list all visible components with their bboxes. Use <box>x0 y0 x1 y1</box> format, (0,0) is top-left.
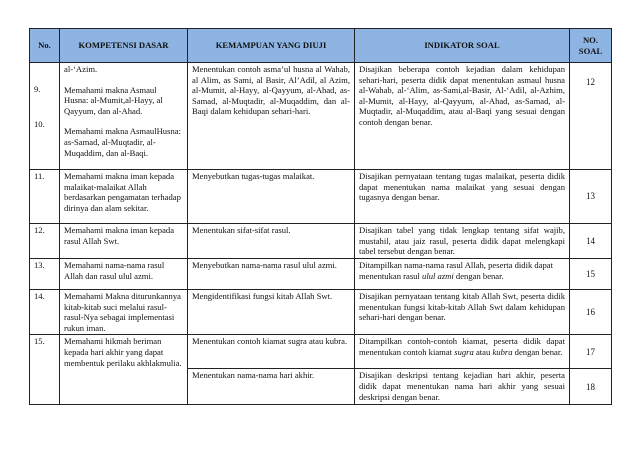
kompetensi-dasar-cell <box>60 63 188 170</box>
kompetensi-dasar-cell: Memahami makna iman kepada rasul Allah Swt. <box>60 224 188 259</box>
indikator-text: atau <box>473 346 493 357</box>
indikator-cell: Disajikan tabel yang tidak lengkap tentang sifat wajib, mustahil, atau jaiz rasul, peserta didik dapat melengkapi tabel tersebut dengan benar. <box>355 224 570 259</box>
kd-text: Memahami makna AsmaulHusna: as-Samad, al-Muqtadir, al-Muqaddim, dan al-Baqi. <box>64 126 181 158</box>
table-row <box>30 170 612 224</box>
row-number: 14. <box>30 290 60 335</box>
kemampuan-cell: Menentukan nama-nama hari akhir. <box>188 369 355 405</box>
header-indikator-soal: INDIKATOR SOAL <box>355 29 570 63</box>
kemampuan-cell: Menyebutkan nama-nama rasul ulul azmi. <box>188 259 355 290</box>
header-no-soal-line2: SOAL <box>578 45 603 56</box>
kemampuan-cell: Menentukan sifat-sifat rasul. <box>188 224 355 259</box>
kompetensi-dasar-cell: Memahami nama-nama rasul Allah dan rasul ulul azmi. <box>60 259 188 290</box>
indikator-emphasis: sugra <box>454 346 474 357</box>
kd-text: al-‘Azim. <box>64 64 98 74</box>
indikator-text: dengan benar. <box>453 270 504 281</box>
table-row <box>30 290 612 335</box>
no-soal-cell: 14 <box>570 224 612 259</box>
indikator-cell: Disajikan pernyataan tentang tugas malaikat, peserta didik dapat menentukan nama malaikat yang sesuai dengan tugasnya dengan benar. <box>355 170 570 224</box>
row-number: 12. <box>30 224 60 259</box>
table-row <box>30 224 612 259</box>
row-number: 15. <box>30 335 60 405</box>
row-number: 13. <box>30 259 60 290</box>
kisi-kisi-table <box>29 28 612 405</box>
header-kemampuan-diuji: KEMAMPUAN YANG DIUJI <box>188 29 355 63</box>
no-soal-cell: 13 <box>570 170 612 224</box>
header-row <box>30 29 612 63</box>
kemampuan-cell: Mengidentifikasi fungsi kitab Allah Swt. <box>188 290 355 335</box>
indikator-cell <box>355 259 570 290</box>
header-no-soal <box>570 29 612 63</box>
kd-text: Memahami makna Asmaul Husna: al-Mumit,al-Hayy, al Qayyum, dan al-Ahad. <box>64 84 163 116</box>
no-soal-cell: 17 <box>570 335 612 369</box>
table-row <box>30 63 612 170</box>
indikator-cell: Disajikan deskripsi tentang kejadian hari akhir, peserta didik dapat menentukan nama hari akhir yang sesuai deskripsi dengan benar. <box>355 369 570 405</box>
indikator-cell: Disajikan pernyataan tentang kitab Allah Swt, peserta didik menentukan fungsi kitab-kitab Allah Swt dalam kehidupan sehari-hari dengan benar. <box>355 290 570 335</box>
indikator-text: Ditampilkan nama-nama rasul Allah, peserta didik dapat menentukan rasul <box>359 260 554 281</box>
header-kompetensi-dasar: KOMPETENSI DASAR <box>60 29 188 63</box>
kemampuan-cell: Menentukan contoh kiamat sugra atau kubra. <box>188 335 355 369</box>
indikator-text: dengan benar. <box>512 346 563 357</box>
table-row <box>30 259 612 290</box>
header-no-soal-line1: NO. <box>582 34 599 45</box>
table-row <box>30 335 612 369</box>
no-soal-cell: 18 <box>570 369 612 405</box>
row-number: 11. <box>30 170 60 224</box>
no-soal-cell: 15 <box>570 259 612 290</box>
indikator-cell <box>355 335 570 369</box>
header-no: No. <box>30 29 60 63</box>
indikator-cell: Disajikan beberapa contoh kejadian dalam kehidupan sehari-hari, peserta didik dapat menentukan asmaul husna al-Wahab, al-‘Alim, as-Sami,al-Basir, Al-‘Adil, al-Azhim, al-Mumit, al-Hayy, al-Qayyum, al-Ahad, as-Samad, al-Muqtadir, al-Muqaddim, atau al-Baqi yang sesuai dengan contoh dengan benar. <box>355 63 570 170</box>
indikator-text: Ditampilkan contoh-contoh kiamat, peserta didik dapat menentukan contoh kiamat <box>359 336 565 357</box>
no-soal-cell: 12 <box>570 63 612 170</box>
no-soal-cell: 16 <box>570 290 612 335</box>
kompetensi-dasar-cell: Memahami hikmah beriman kepada hari akhir yang dapat membentuk perilaku akhlakmulia. <box>60 335 188 405</box>
kompetensi-dasar-cell: Memahami Makna diturunkannya kitab-kitab suci melalui rasul-rasul-Nya sebagai implementasi rukun iman. <box>60 290 188 335</box>
indikator-emphasis: kubra <box>492 346 513 357</box>
kemampuan-cell: Menyebutkan tugas-tugas malaikat. <box>188 170 355 224</box>
indikator-emphasis: ulul azmi <box>422 270 454 281</box>
kemampuan-cell: Menentukan contoh asma’ul husna al Wahab, al Alim, as Sami, al Basir, Al’Adil, al Azim, al-Mumit, al-Hayy, al-Qayyum, al-Ahad, as-Samad, al-Muqtadir, al-Muqaddim, dan al-Baqi dalam kehidupan sehari-hari. <box>188 63 355 170</box>
row-number: 9. <box>34 84 41 94</box>
row-number-cell <box>30 63 60 170</box>
row-number: 10. <box>34 118 45 129</box>
kompetensi-dasar-cell: Memahami makna iman kepada malaikat-malaikat Allah berdasarkan pengamatan terhadap dirinya dan alam sekitar. <box>60 170 188 224</box>
